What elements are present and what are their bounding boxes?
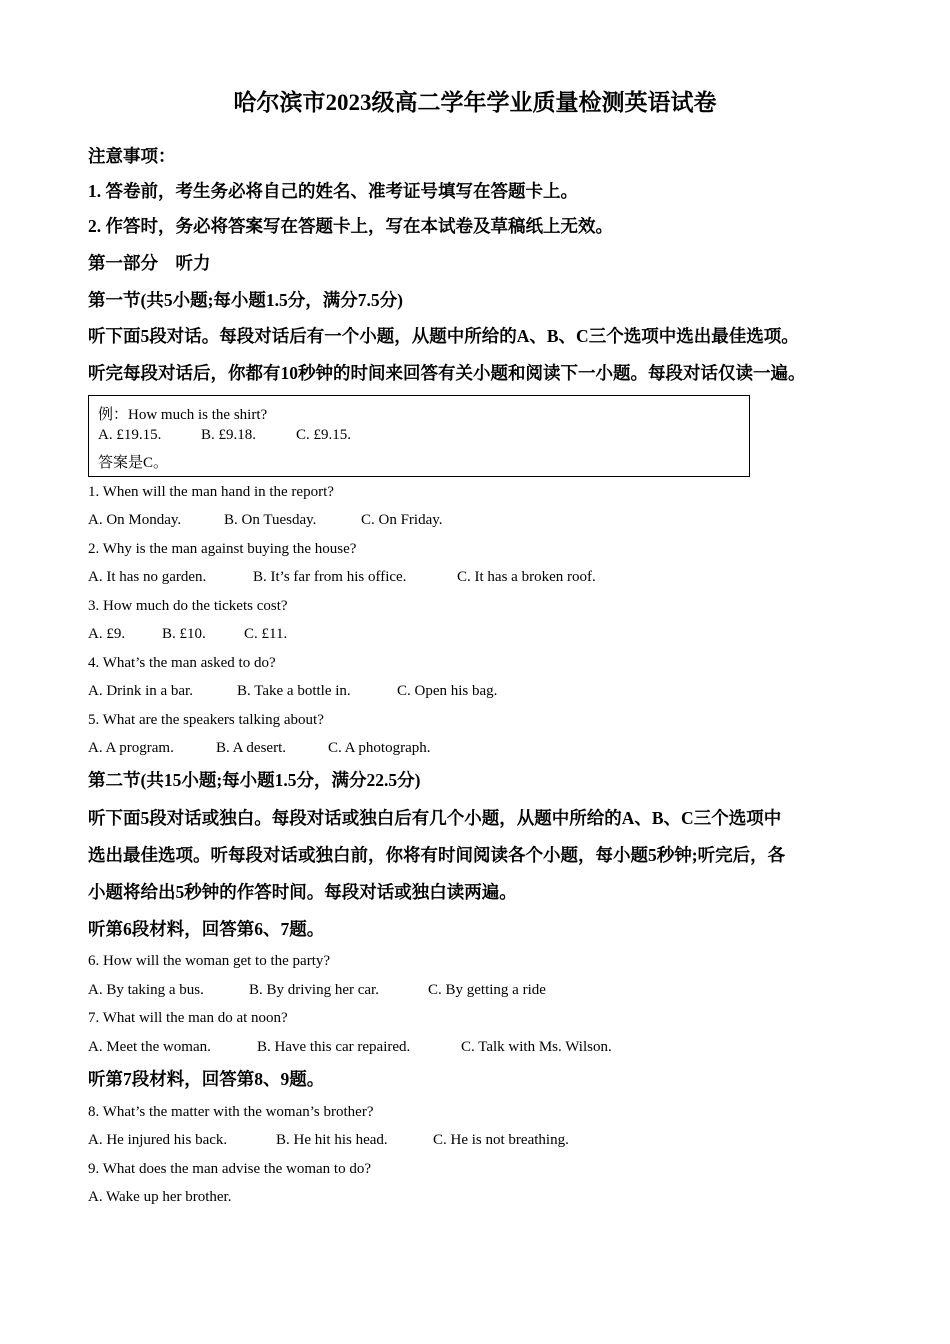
answer-option: C. By getting a ride [428,982,546,998]
page-title: 哈尔滨市2023级高二学年学业质量检测英语试卷 [233,90,717,115]
example-question: 例：How much is the shirt? [98,407,268,423]
answer-option: C. He is not breathing. [433,1132,569,1148]
example-option: C. £9.15. [296,427,352,443]
example-box [88,395,750,477]
answer-option: B. £10. [162,626,206,642]
answer-option: A. Drink in a bar. [88,683,193,699]
question: 9. What does the man advise the woman to do? [88,1161,371,1177]
answer-option: B. On Tuesday. [224,512,317,528]
notice-heading: 注意事项： [88,146,176,166]
answer-option: A. He injured his back. [88,1132,228,1148]
section-instruction: 听下面5段对话。每段对话后有一个小题，从题中所给的A、B、C三个选项中选出最佳选项。 [88,326,799,346]
answer-option: C. £11. [244,626,288,642]
answer-option: A. £9. [88,626,126,642]
section-heading: 第一节(共5小题;每小题1.5分，满分7.5分) [88,290,403,310]
answer-option: A. By taking a bus. [88,982,204,998]
question: 6. How will the woman get to the party? [88,953,331,969]
answer-option: A. On Monday. [88,512,182,528]
example-option: B. £9.18. [201,427,257,443]
section-instruction: 听完每段对话后，你都有10秒钟的时间来回答有关小题和阅读下一小题。每段对话仅读一遍。 [88,363,806,383]
question: 1. When will the man hand in the report? [88,484,334,500]
answer-option: C. On Friday. [361,512,443,528]
example-option: A. £19.15. [98,427,162,443]
answer-option: A. A program. [88,740,174,756]
part-heading: 第一部分 听力 [88,253,211,273]
group-heading: 听第7段材料，回答第8、9题。 [88,1069,325,1089]
section-heading: 第二节(共15小题;每小题1.5分，满分22.5分) [88,770,421,790]
section-instruction: 听下面5段对话或独白。每段对话或独白后有几个小题，从题中所给的A、B、C三个选项中 [88,808,782,828]
answer-option: B. Have this car repaired. [257,1039,411,1055]
answer-option: B. A desert. [216,740,286,756]
answer-option: B. Take a bottle in. [237,683,351,699]
answer-option: B. It’s far from his office. [253,569,407,585]
question: 7. What will the man do at noon? [88,1010,288,1026]
notice-item: 1. 答卷前，考生务必将自己的姓名、准考证号填写在答题卡上。 [88,181,578,201]
question: 4. What’s the man asked to do? [88,655,276,671]
answer-option: C. A photograph. [328,740,431,756]
answer-option: A. Meet the woman. [88,1039,211,1055]
answer-option: C. Open his bag. [397,683,498,699]
group-heading: 听第6段材料，回答第6、7题。 [88,919,325,939]
section-instruction: 选出最佳选项。听每段对话或独白前，你将有时间阅读各个小题，每小题5秒钟;听完后，各 [88,845,786,865]
question: 5. What are the speakers talking about? [88,712,324,728]
answer-option: A. It has no garden. [88,569,207,585]
question: 3. How much do the tickets cost? [88,598,288,614]
notice-item: 2. 作答时，务必将答案写在答题卡上，写在本试卷及草稿纸上无效。 [88,216,613,236]
example-answer: 答案是C。 [98,455,169,471]
answer-option: C. It has a broken roof. [457,569,596,585]
answer-option: A. Wake up her brother. [88,1189,232,1205]
question: 2. Why is the man against buying the house? [88,541,357,557]
answer-option: B. He hit his head. [276,1132,388,1148]
answer-option: B. By driving her car. [249,982,379,998]
section-instruction: 小题将给出5秒钟的作答时间。每段对话或独白读两遍。 [88,882,517,902]
question: 8. What’s the matter with the woman’s brother? [88,1104,374,1120]
answer-option: C. Talk with Ms. Wilson. [461,1039,612,1055]
